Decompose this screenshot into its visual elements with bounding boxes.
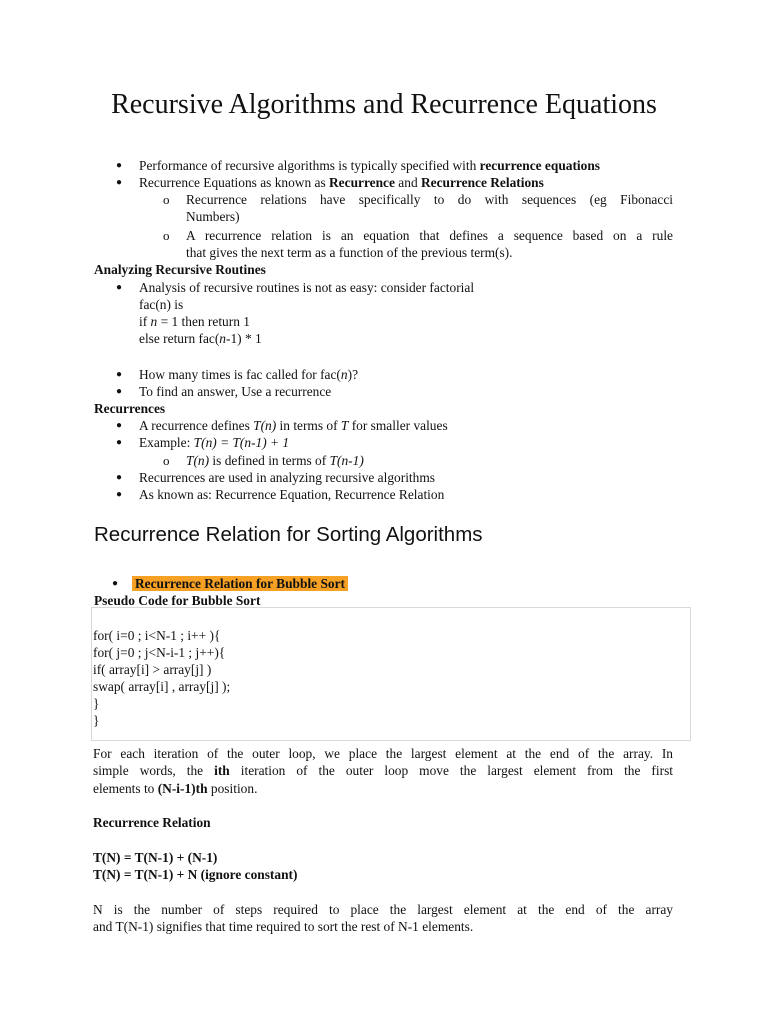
italic-text: T(n) = T(n-1) + 1 xyxy=(193,435,290,450)
text: if xyxy=(139,314,151,329)
bullet-icon: ● xyxy=(116,177,123,188)
bullet-icon: ● xyxy=(116,437,123,448)
bullet-icon: ● xyxy=(116,420,123,431)
text: for smaller values xyxy=(348,418,448,433)
intro-sub-2-line-1: A recurrence relation is an equation that defines a sequence based on a rule xyxy=(186,228,673,243)
text: iteration of the outer loop move the largest element from the first xyxy=(229,763,674,778)
analyzing-bullet-3: To find an answer, Use a recurrence xyxy=(139,384,332,399)
text: elements to xyxy=(93,781,158,796)
paragraph-2-line-2: and T(N-1) signifies that time required to sort the rest of N-1 elements. xyxy=(93,919,474,934)
bold-text: Recurrence xyxy=(329,175,395,190)
text: )? xyxy=(347,367,359,382)
bullet-icon: ● xyxy=(116,369,123,380)
bullet-icon: ● xyxy=(112,578,119,589)
text: position. xyxy=(207,781,258,796)
intro-bullet-1 xyxy=(139,157,600,174)
bullet-icon: ● xyxy=(116,489,123,500)
code-line: } xyxy=(93,713,100,728)
italic-text: T(n-1) xyxy=(329,453,364,468)
factorial-code-line-3 xyxy=(139,330,262,347)
text: Recurrence Equations as known as xyxy=(139,175,330,190)
text: simple words, the xyxy=(93,763,215,778)
text: = 1 then return 1 xyxy=(157,314,250,329)
bubble-sort-item xyxy=(132,575,348,592)
equation-1: T(N) = T(N-1) + (N-1) xyxy=(93,850,218,865)
bold-text: Recurrence Relations xyxy=(420,175,544,190)
intro-sub-2-line-2: that gives the next term as a function of the previous term(s). xyxy=(186,245,513,260)
analyzing-bullet-2 xyxy=(139,366,358,383)
code-line: if( array[i] > array[j] ) xyxy=(93,662,212,677)
italic-text: n xyxy=(219,331,226,346)
pseudo-code-heading: Pseudo Code for Bubble Sort xyxy=(94,593,261,608)
code-line: for( j=0 ; j<N-i-1 ; j++){ xyxy=(93,645,226,660)
document-title: Recursive Algorithms and Recurrence Equations xyxy=(111,89,657,120)
intro-bullet-2 xyxy=(139,174,544,191)
recurrences-bullet-1 xyxy=(139,417,448,434)
recurrences-sub-1 xyxy=(186,452,364,469)
paragraph-1-line-3 xyxy=(93,780,257,797)
factorial-code-line-2 xyxy=(139,313,250,330)
italic-text: T(n) xyxy=(253,418,277,433)
code-line: swap( array[i] , array[j] ); xyxy=(93,679,231,694)
equation-2: T(N) = T(N-1) + N (ignore constant) xyxy=(93,867,298,882)
code-line: for( i=0 ; i<N-1 ; i++ ){ xyxy=(93,628,221,643)
text: Performance of recursive algorithms is typically specified with xyxy=(139,158,480,173)
text: and xyxy=(394,175,421,190)
bold-text: (N-i-1)th xyxy=(157,781,208,796)
factorial-code-line-1: fac(n) is xyxy=(139,297,184,312)
paragraph-2-line-1: N is the number of steps required to place the largest element at the end of the array xyxy=(93,902,673,917)
section-heading: Recurrence Relation for Sorting Algorithms xyxy=(94,523,483,546)
bullet-icon: ● xyxy=(116,386,123,397)
bullet-icon: ● xyxy=(116,282,123,293)
sub-bullet-icon: o xyxy=(163,453,170,468)
intro-sub-1-line-1: Recurrence relations have specifically to do with sequences (eg Fibonacci xyxy=(186,192,673,207)
text: is defined in terms of xyxy=(209,453,330,468)
bold-text: ith xyxy=(214,763,230,778)
sub-bullet-icon: o xyxy=(163,192,170,207)
recurrences-bullet-3: Recurrences are used in analyzing recursive algorithms xyxy=(139,470,435,485)
analyzing-heading: Analyzing Recursive Routines xyxy=(94,262,266,277)
recurrences-bullet-4: As known as: Recurrence Equation, Recurrence Relation xyxy=(139,487,445,502)
italic-text: n xyxy=(150,314,158,329)
sub-bullet-icon: o xyxy=(163,228,170,243)
italic-text: T(n) xyxy=(186,453,210,468)
recurrences-heading: Recurrences xyxy=(94,401,166,416)
text: How many times is fac called for fac( xyxy=(139,367,341,382)
italic-text: n xyxy=(340,367,348,382)
highlighted-text: Recurrence Relation for Bubble Sort xyxy=(132,576,348,591)
code-line: } xyxy=(93,696,100,711)
text: else return fac( xyxy=(139,331,220,346)
bullet-icon: ● xyxy=(116,160,123,171)
italic-text: T xyxy=(340,418,349,433)
intro-sub-1-line-2: Numbers) xyxy=(186,209,240,224)
recurrences-bullet-2 xyxy=(139,434,289,451)
text: -1) * 1 xyxy=(226,331,262,346)
analyzing-bullet-1: Analysis of recursive routines is not as easy: consider factorial xyxy=(139,280,475,295)
bullet-icon: ● xyxy=(116,472,123,483)
paragraph-1-line-1: For each iteration of the outer loop, we place the largest element at the end of the array. In xyxy=(93,746,673,761)
recurrence-relation-heading: Recurrence Relation xyxy=(93,815,211,830)
paragraph-1-line-2 xyxy=(93,762,673,779)
text: in terms of xyxy=(276,418,341,433)
text: Example: xyxy=(139,435,194,450)
bold-text: recurrence equations xyxy=(479,158,600,173)
text: A recurrence defines xyxy=(139,418,254,433)
